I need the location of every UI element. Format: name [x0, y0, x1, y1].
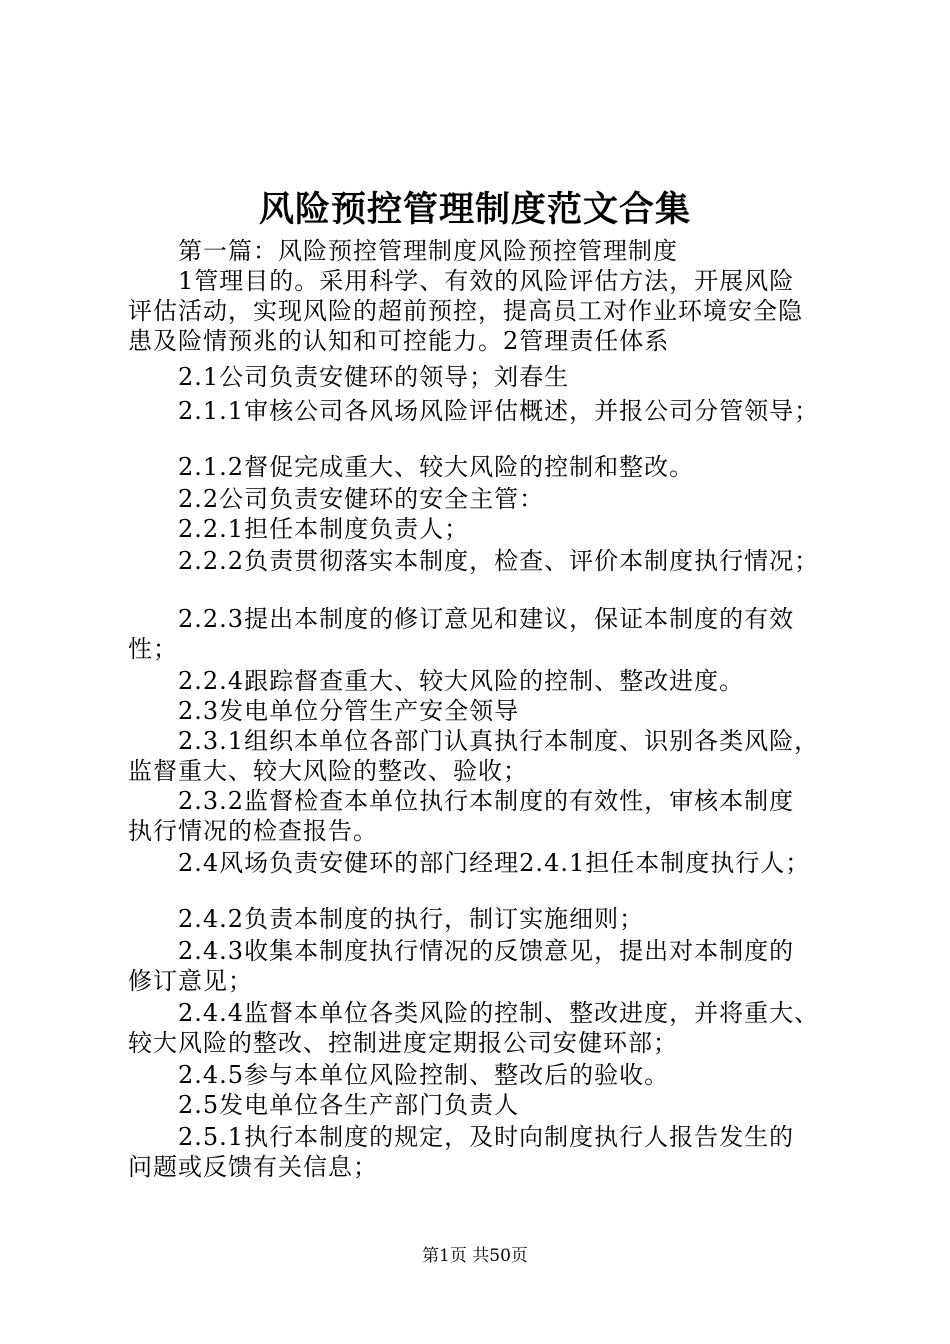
text-line: 2.5.1执行本制度的规定，及时向制度执行人报告发生的	[178, 1123, 795, 1151]
text-line: 2.1.2督促完成重大、较大风险的控制和整改。	[178, 453, 695, 481]
text-line: 2.4.4监督本单位各类风险的控制、整改进度，并将重大、	[178, 999, 820, 1027]
text-line: 2.4风场负责安健环的部门经理2.4.1担任本制度执行人；	[178, 849, 811, 877]
text-line: 较大风险的整改、控制进度定期报公司安健环部；	[128, 1029, 678, 1057]
text-line: 2.4.2负责本制度的执行，制订实施细则；	[178, 905, 645, 933]
text-line: 执行情况的检查报告。	[128, 817, 378, 845]
text-line: 2.1.1审核公司各风场风险评估概述，并报公司分管领导；	[178, 397, 820, 425]
text-line: 监督重大、较大风险的整改、验收；	[128, 757, 528, 785]
text-line: 评估活动，实现风险的超前预控，提高员工对作业环境安全隐	[128, 297, 803, 325]
text-line: 2.1公司负责安健环的领导；刘春生	[178, 363, 570, 391]
page-number-footer: 第1页 共50页	[422, 1246, 528, 1266]
text-line: 2.2公司负责安健环的安全主管：	[178, 485, 545, 513]
text-line: 2.2.2负责贯彻落实本制度，检查、评价本制度执行情况；	[178, 547, 820, 575]
text-line: 2.3发电单位分管生产安全领导	[178, 697, 520, 725]
text-line: 第一篇：风险预控管理制度风险预控管理制度	[178, 237, 678, 265]
text-line: 2.4.3收集本制度执行情况的反馈意见，提出对本制度的	[178, 937, 795, 965]
text-line: 患及险情预兆的认知和可控能力。2管理责任体系	[128, 327, 670, 355]
text-line: 2.2.1担任本制度负责人；	[178, 515, 470, 543]
text-line: 修订意见；	[128, 967, 253, 995]
text-line: 2.2.4跟踪督查重大、较大风险的控制、整改进度。	[178, 667, 745, 695]
document-title: 风险预控管理制度范文合集	[258, 189, 691, 230]
text-line: 2.5发电单位各生产部门负责人	[178, 1091, 520, 1119]
text-line: 2.3.2监督检查本单位执行本制度的有效性，审核本制度	[178, 787, 795, 815]
text-line: 2.3.1组织本单位各部门认真执行本制度、识别各类风险，	[178, 727, 820, 755]
text-line: 1管理目的。采用科学、有效的风险评估方法，开展风险	[178, 267, 795, 295]
text-line: 2.4.5参与本单位风险控制、整改后的验收。	[178, 1061, 670, 1089]
text-line: 2.2.3提出本制度的修订意见和建议，保证本制度的有效	[178, 605, 795, 633]
text-line: 问题或反馈有关信息；	[128, 1153, 378, 1181]
text-line: 性；	[128, 635, 178, 663]
